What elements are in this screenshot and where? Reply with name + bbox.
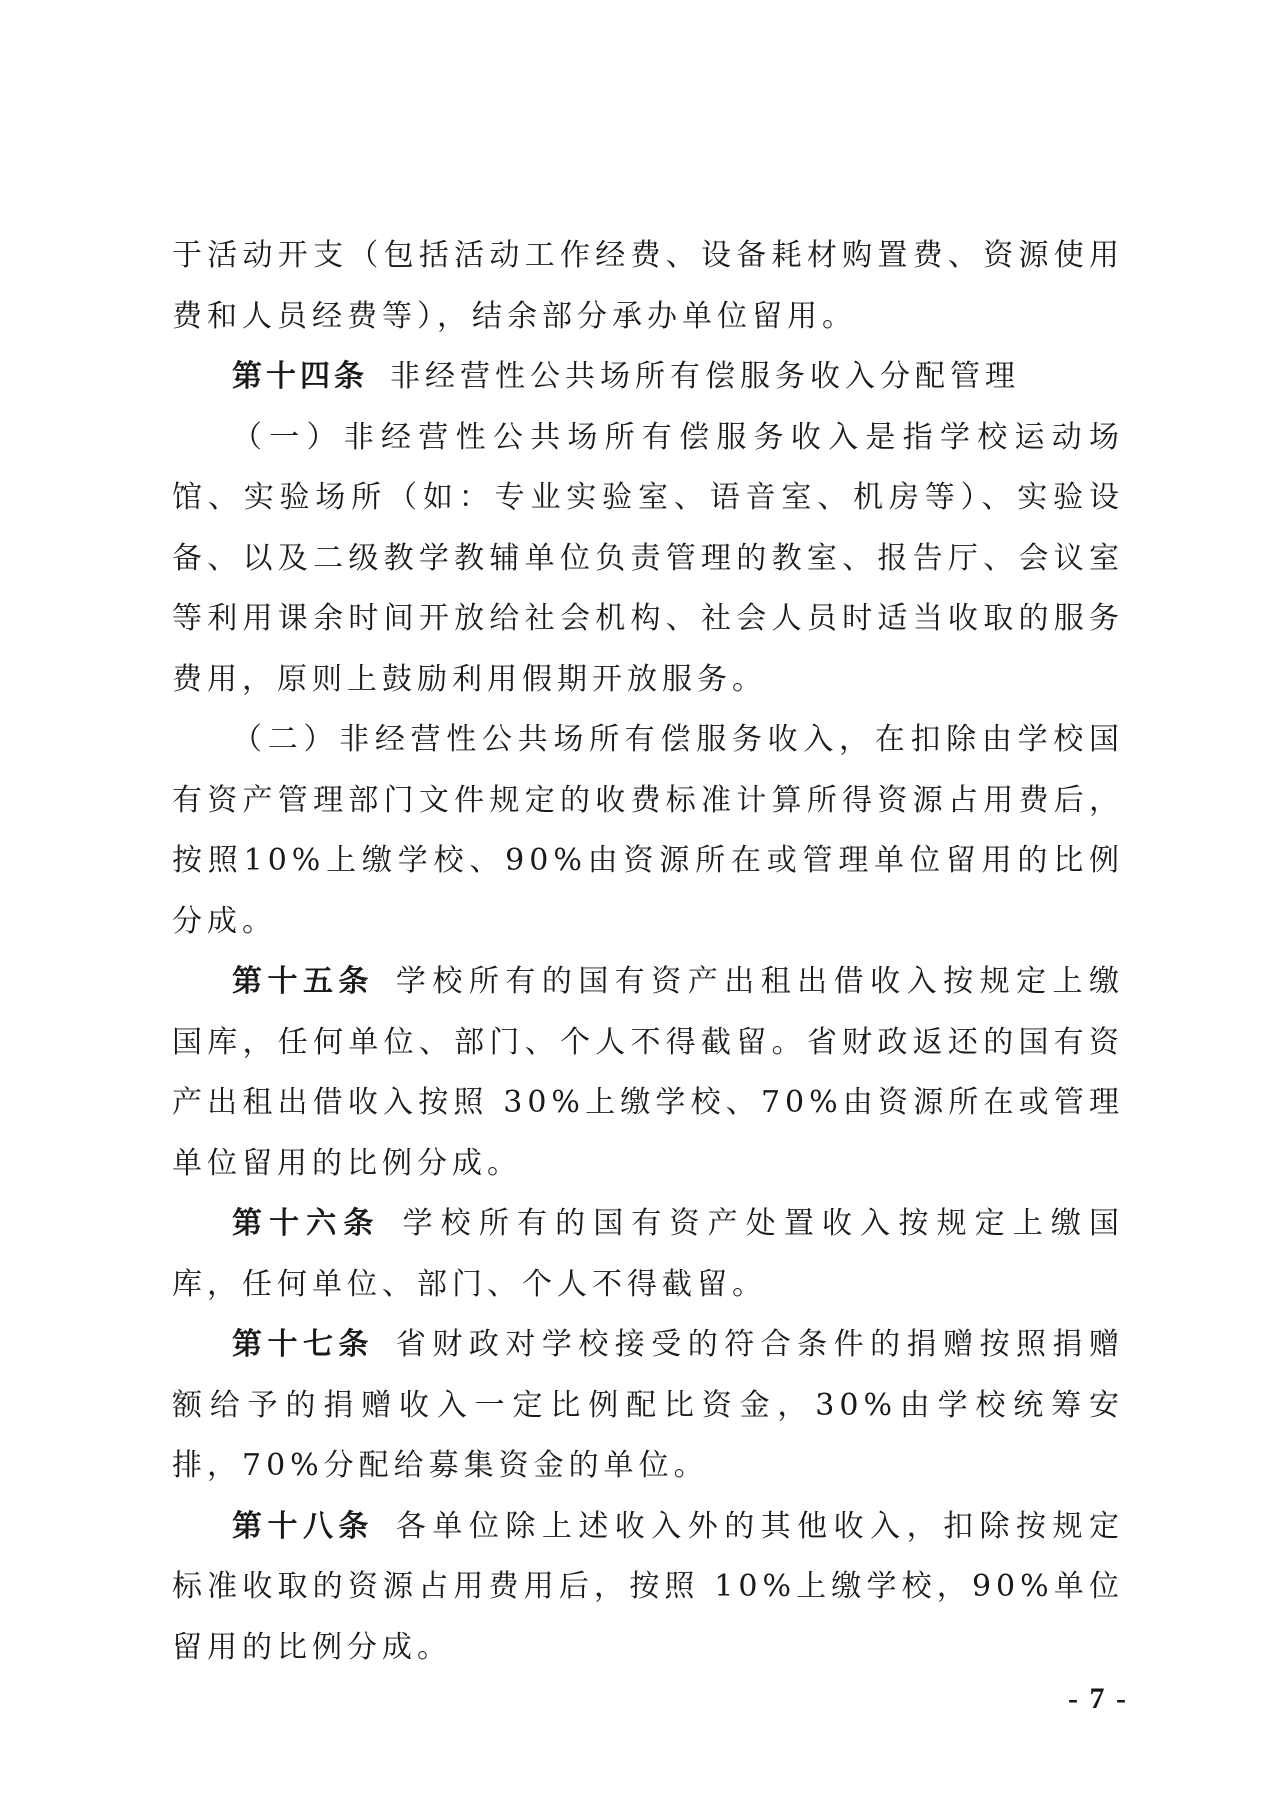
article-17 bbox=[172, 1315, 1124, 1497]
article-title: 第十六条 bbox=[232, 1206, 381, 1241]
article-18 bbox=[172, 1497, 1124, 1679]
clause-text: （一）非经营性公共场所有偿服务收入是指学校运动场馆、实验场所（如：专业实验室、语音室、机房等）、实验设备、以及二级教学教辅单位负责管理的教室、报告厅、会议室等利用课余时间开放给社会机构、社会人员时适当收取的服务费用，原则上鼓励利用假期开放服务。 bbox=[172, 419, 1124, 697]
article-16 bbox=[172, 1194, 1124, 1315]
clause-14-2 bbox=[172, 710, 1124, 952]
article-title: 第十四条 bbox=[232, 359, 368, 394]
clause-text: （二）非经营性公共场所有偿服务收入，在扣除由学校国有资产管理部门文件规定的收费标准计算所得资源占用费后，按照10%上缴学校、90%由资源所在或管理单位留用的比例分成。 bbox=[172, 722, 1124, 939]
article-text: 省财政对学校接受的符合条件的捐赠按照捐赠额给予的捐赠收入一定比例配比资金，30%由学校统筹安排，70%分配给募集资金的单位。 bbox=[172, 1327, 1125, 1483]
article-title: 第十七条 bbox=[232, 1327, 374, 1362]
clause-14-1 bbox=[172, 408, 1124, 711]
article-title: 第十八条 bbox=[232, 1508, 374, 1544]
article-text: 学校所有的国有资产处置收入按规定上缴国库，任何单位、部门、个人不得截留。 bbox=[172, 1206, 1125, 1302]
paragraph-text: 于活动开支（包括活动工作经费、设备耗材购置费、资源使用费和人员经费等），结余部分承办单位留用。 bbox=[172, 238, 1124, 334]
article-title: 第十五条 bbox=[232, 964, 374, 999]
article-15 bbox=[172, 952, 1124, 1194]
page-number: - 7 - bbox=[1068, 1682, 1128, 1715]
article-text: 学校所有的国有资产出租出借收入按规定上缴国库，任何单位、部门、个人不得截留。省财政返还的国有资产出租出借收入按照 30%上缴学校、70%由资源所在或管理单位留用的比例分成。 bbox=[172, 964, 1125, 1181]
article-text: 非经营性公共场所有偿服务收入分配管理 bbox=[390, 359, 1020, 394]
document-body bbox=[172, 226, 1124, 1678]
article-text: 各单位除上述收入外的其他收入，扣除按规定标准收取的资源占用费用后，按照 10%上缴学校，90%单位留用的比例分成。 bbox=[172, 1508, 1125, 1665]
paragraph-continuation bbox=[172, 226, 1124, 347]
article-14 bbox=[172, 347, 1124, 408]
